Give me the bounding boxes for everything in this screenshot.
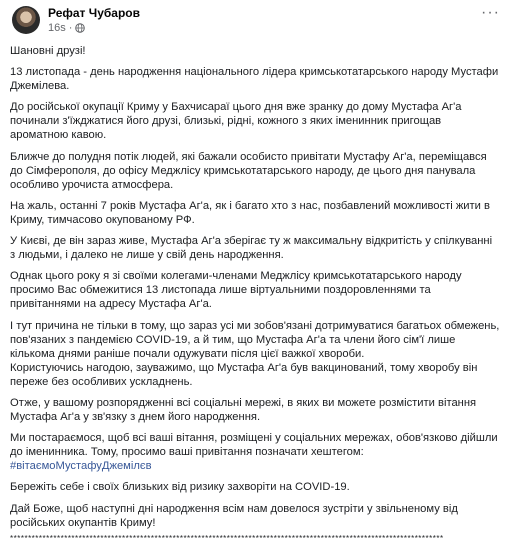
post-subline [48,21,480,35]
post-paragraph: Бережіть себе і своїх близьких від ризику захворіти на COVID-19. [10,481,350,494]
more-dots-icon[interactable]: ··· [481,4,500,21]
post-header [10,0,500,44]
post-paragraph: І тут причина не тільки в тому, що зараз усі ми зобов'язані дотримуватися багатьох обмежень, пов'язаних з пандемією COVID-19, а й тим, що Мустафа Аг'а та члени його сім'ї лише кількома днями раніше почали одужувати після цієї важкої хвороби. [10,319,500,360]
post-body [10,44,500,544]
post-paragraph: Шановні друзі! [10,45,86,57]
asterisk-separator: ************************************************************************************************************************ [10,533,444,543]
separator-dot: · [68,22,73,34]
post-paragraph: Отже, у вашому розпорядженні всі соціальні мережі, в яких ви можете розмістити вітання Мустафа Аг'а у зв'язку з днем його народження. [10,396,477,424]
post-paragraph: На жаль, останні 7 років Мустафа Аг'а, як і багато хто з нас, позбавлений можливості жити в Криму, тимчасово окупованому РФ. [10,199,490,226]
post-paragraph: Однак цього року я зі своїми колегами-членами Меджлісу кримськотатарського народу просимо Вас обмежитися 13 листопада лише віртуальними поздоровленнями та привітаннями на адресу Мустафа Аг'а. [10,270,462,311]
post-paragraph: 13 листопада - день народження національного лідера кримськотатарського народу Мустафи Джемілева. [10,66,499,93]
post-paragraph: Дай Боже, щоб наступні дні народження всім нам довелося зустріти у звільненому від російських окупантів Криму! [10,502,458,529]
post-timestamp[interactable]: 16s [48,22,66,34]
post-meta [48,4,480,35]
author-name[interactable]: Рефат Чубаров [48,6,140,20]
hashtag-link[interactable]: #вітаємоМустафуДжемілєв [10,460,152,473]
hashtag-paragraph [10,459,500,473]
post-paragraph: У Києві, де він зараз живе, Мустафа Аг'а зберігає ту ж максимальну відкритість у спілкуванні з людьми, і далеко не лише у свій день народження. [10,235,493,262]
globe-icon[interactable] [75,23,85,33]
post-paragraph: Ми постараємося, щоб всі ваші вітання, розміщені у соціальних мережах, обов'язково дійшли до іменинника. Тому, просимо ваші привітання позначати хештегом: [10,432,498,459]
post-paragraph: Користуючись нагодою, зауважимо, що Мустафа Аг'а був вакцинований, тому хворобу він переже без особливих ускладнень. [10,361,478,388]
post-paragraph: Ближче до полудня потік людей, які бажали особисто привітати Мустафу Аг'а, переміщався до Сімферополя, до офісу Меджлісу кримськотатарського народу, де цього дня панувала особливо урочиста атмосфера. [10,150,487,191]
post-paragraph: До російської окупації Криму у Бахчисараї цього дня вже зранку до дому Мустафа Аг'а починали з'їжджатися його друзі, близькі, рідні, кожного з яких іменинник пригощав ароматною кавою. [10,101,462,142]
author-avatar[interactable] [12,6,40,34]
